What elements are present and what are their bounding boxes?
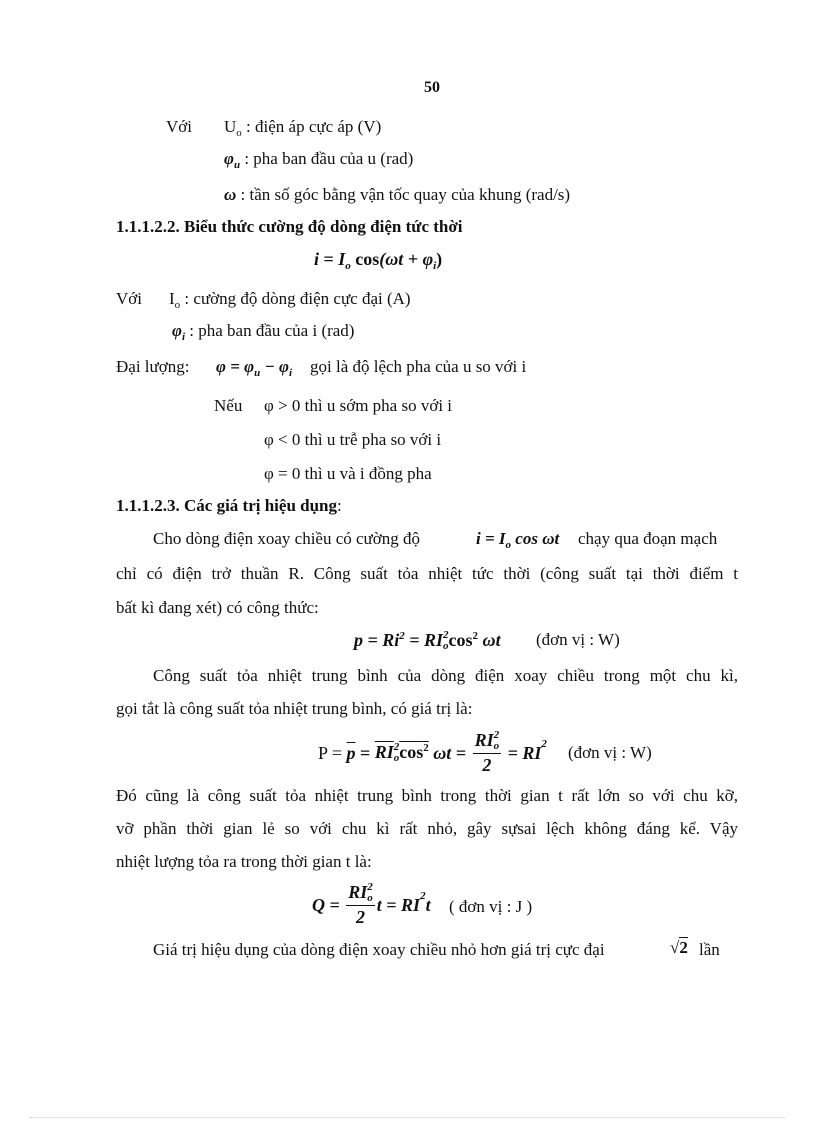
io-definition (169, 290, 411, 311)
phase-difference-formula (216, 358, 292, 379)
phi-i-description: : pha ban đầu của i (rad) (189, 321, 355, 340)
phi-u-description: : pha ban đầu của u (rad) (244, 149, 414, 168)
formula-instantaneous-power (354, 630, 501, 652)
formula-i-eq: = (319, 249, 339, 269)
phi-u-subscript: u (233, 159, 241, 171)
formula-Q-numerator (346, 882, 375, 906)
para2-line1-text: Công suất tỏa nhiệt trung bình của dòng điện xoay chiều trong một chu kì, (153, 666, 738, 685)
formula-Q-unit: ( đơn vị : J ) (449, 897, 533, 916)
formula-Q-t-sup: 2 (420, 890, 426, 903)
formula-instantaneous-current (314, 250, 442, 272)
section-heading-instantaneous-current: 1.1.1.2.2. Biểu thức cường độ dòng điện tức thời (116, 217, 463, 236)
formula-p-a-sup: 2 (399, 630, 405, 642)
para1-formula-i: i = I (476, 529, 506, 548)
voi-label-2: Với (116, 289, 142, 308)
formula-i-close: ) (436, 249, 443, 269)
dai-luong-label: Đại lượng: (116, 357, 190, 376)
page-bottom-rule (30, 1117, 786, 1118)
para2-line2: gọi tắt là công suất tỏa nhiệt trung bình, có giá trị là: (116, 699, 473, 718)
uo-description: : điện áp cực áp (V) (246, 117, 382, 136)
formula-average-power (318, 730, 547, 776)
para1-line2 (116, 565, 738, 582)
para4-text: Giá trị hiệu dụng của dòng điện xoay chiều nhỏ hơn giá trị cực đại (153, 940, 605, 959)
formula-p-wt: ωt (478, 630, 501, 650)
formula-Q-num-ri: RI (348, 882, 368, 902)
formula-P-wt: ωt = (428, 742, 471, 763)
formula-Q-denominator: 2 (356, 907, 366, 927)
formula-i-I-sub: o (345, 260, 351, 272)
voi-label: Với (166, 117, 192, 136)
io-subscript: o (174, 299, 181, 311)
formula-i-arg-sub: i (433, 260, 437, 272)
formula-heat-quantity (312, 882, 431, 928)
formula-Q-t2: t (425, 894, 431, 915)
formula-P-pbar: $\overline{p}$ (346, 742, 356, 763)
formula-P-unit: (đơn vị : W) (568, 743, 652, 762)
formula-p-a: p = Ri (354, 630, 400, 650)
formula-P-eq1: = (355, 742, 375, 763)
sqrt-radicand: 2 (679, 938, 688, 957)
phi-i-subscript: i (181, 331, 186, 343)
formula-P-fraction (473, 730, 502, 776)
phi-u-definition (224, 150, 413, 171)
case-negative: φ < 0 thì u trễ pha so với i (264, 430, 442, 449)
case-positive: φ > 0 thì u sớm pha so với i (264, 396, 453, 415)
para3-line2-text: vỡ phần thời gian lẻ so với chu kì rất nhỏ, gây sựsai lệch không đáng kể. Vậy (116, 819, 738, 838)
formula-Q-fraction (346, 882, 375, 928)
para1-line3: bất kì đang xét) có công thức: (116, 598, 319, 617)
omega-symbol: ω (224, 185, 237, 204)
formula-P-label: P = (318, 742, 347, 763)
formula-P-tail-sup: 2 (541, 738, 547, 751)
phase-diff-u-sub: u (254, 367, 261, 379)
formula-Q-label: Q = (312, 894, 345, 915)
formula-P-overline-group (375, 742, 429, 762)
formula-P-cos: cos (399, 741, 424, 762)
heading-2-colon: : (337, 496, 342, 515)
formula-i-I: I (338, 249, 346, 269)
io-description: : cường độ dòng điện cực đại (A) (184, 289, 411, 308)
para3-line3: nhiệt lượng tỏa ra trong thời gian t là: (116, 852, 372, 871)
formula-p-b-sub: o (443, 640, 449, 652)
para3-line1 (116, 787, 738, 804)
para1-line2-text: chỉ có điện trở thuần R. Công suất tỏa nhiệt tức thời (công suất tại thời điểm t (116, 564, 738, 583)
phi-i-definition (172, 322, 354, 343)
formula-Q-num-sub: o (367, 892, 373, 904)
sqrt-symbol: √ (670, 938, 680, 957)
phi-u-symbol: φ (224, 149, 234, 168)
formula-i-arg: (ωt + φ (379, 249, 434, 269)
omega-description: : tần số góc bằng vận tốc quay của khung (rad/s) (240, 185, 571, 204)
phase-diff-minus: − φ (260, 357, 289, 376)
section-heading-effective-values (116, 497, 342, 514)
formula-P-num-scripts (494, 730, 500, 752)
formula-P-ri-sup: 2 (393, 740, 400, 753)
para3-line1-text: Đó cũng là công suất tỏa nhiệt trung bình trong thời gian t rất lớn so với chu kỡ, (116, 786, 738, 805)
formula-p-unit: (đơn vị : W) (536, 630, 620, 649)
formula-P-cos-sup: 2 (423, 741, 429, 754)
para1-inline-formula (476, 530, 559, 551)
formula-p-b-sup: 2 (443, 629, 449, 641)
formula-P-numerator (473, 730, 502, 754)
formula-Q-t: t = RI (376, 894, 421, 915)
formula-P-ri: RI (374, 741, 394, 762)
formula-p-b: = RI (404, 630, 444, 650)
heading-2-text: 1.1.1.2.3. Các giá trị hiệu dụng (116, 496, 338, 515)
formula-p-cos: cos (448, 630, 473, 650)
phase-diff-phi: φ = φ (216, 357, 255, 376)
formula-Q-num-sup: 2 (367, 881, 373, 893)
para3-line2 (116, 820, 738, 837)
formula-P-num-sup: 2 (493, 729, 500, 741)
formula-P-num-ri: RI (474, 730, 494, 750)
formula-i-lhs: i (314, 249, 320, 269)
para1-formula-cos: cos ωt (511, 529, 560, 548)
uo-subscript: o (236, 127, 242, 139)
formula-p-cos-sup: 2 (472, 630, 479, 642)
formula-P-num-sub: o (493, 740, 500, 752)
phi-i-symbol: φ (172, 321, 182, 340)
formula-i-cos: cos (350, 249, 380, 269)
para2-line1 (153, 667, 738, 684)
formula-Q-num-scripts (367, 882, 373, 904)
sqrt-two (670, 939, 688, 956)
phase-diff-i-sub: i (288, 367, 293, 379)
para1-line1-start: Cho dòng điện xoay chiều có cường độ (153, 529, 421, 548)
uo-symbol: U (224, 117, 237, 136)
io-symbol: I (169, 289, 175, 308)
para1-formula-sub: o (505, 539, 512, 551)
omega-definition (224, 186, 570, 203)
formula-P-ri-sub: o (393, 751, 400, 764)
lan-word: lần (699, 940, 720, 959)
para1-line1-end: chạy qua đoạn mạch (578, 529, 718, 548)
formula-P-denominator: 2 (482, 755, 492, 775)
phase-difference-description: gọi là độ lệch pha của u so với i (310, 357, 527, 376)
page-number: 50 (424, 79, 440, 96)
neu-label: Nếu (214, 396, 243, 415)
uo-definition (224, 118, 381, 139)
formula-P-tail: = RI (503, 742, 542, 763)
case-zero: φ = 0 thì u và i đồng pha (264, 464, 432, 483)
